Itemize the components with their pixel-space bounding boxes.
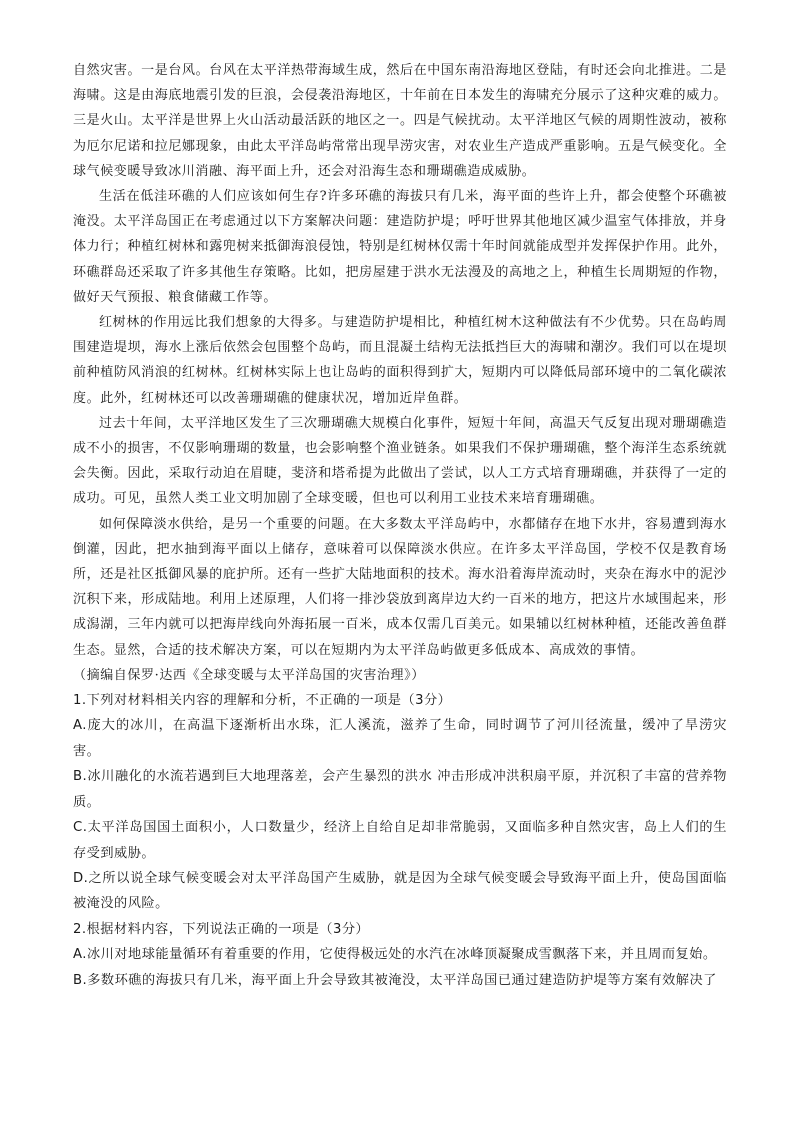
question-2-option-a: A.冰川对地球能量循环有着重要的作用，它使得极远处的水汽在冰峰顶凝聚成雪飘落下来，并且周而复始。 bbox=[73, 947, 717, 963]
passage-paragraph-3: 红树林的作用远比我们想象的大得多。与建造防护堤相比，种植红树木这种做法有不少优势。只在岛屿周围建造堤坝，海水上涨后依然会包围整个岛屿，而且混凝土结构无法抵挡巨大的海啸和潮汐。我们可以在堤坝前种植防风消浪的红树林。红树林实际上也让岛屿的面积得到扩大，短期内可以降低局部环境中的二氧化碳浓度。此外，红树林还可以改善珊瑚礁的健康状况，增加近岸鱼群。 bbox=[73, 315, 727, 406]
passage-paragraph-5: 如何保障淡水供给，是另一个重要的问题。在大多数太平洋岛屿中，水都储存在地下水井，容易遭到海水倒灌，因此，把水抽到海平面以上储存，意味着可以保障淡水供应。在许多太平洋岛国，学校不仅是教育场所，还是社区抵御风暴的庇护所。还有一些扩大陆地面积的技术。海水沿着海岸流动时，夹杂在海水中的泥沙沉积下来，形成陆地。利用上述原理，人们将一排沙袋放到离岸边大约一百米的地方，把这片水域围起来，形成潟湖，三年内就可以把海岸线向外海拓展一百米，成本仅需几百美元。如果辅以红树林种植，还能改善鱼群生态。显然，合适的技术解决方案，可以在短期内为太平洋岛屿做更多低成本、高成效的事情。 bbox=[73, 516, 727, 658]
reading-passage bbox=[73, 58, 727, 688]
question-1-option-a: A.庞大的冰川，在高温下逐渐析出水珠，汇人溪流，滋养了生命，同时调节了河川径流量，缓冲了旱涝灾害。 bbox=[73, 718, 727, 759]
document-page bbox=[73, 58, 727, 993]
question-1-option-d: D.之所以说全球气候变暖会对太平洋岛国产生威胁，就是因为全球气候变暖会导致海平面上升，使岛国面临被淹没的风险。 bbox=[73, 870, 727, 912]
passage-paragraph-1: 自然灾害。一是台风。台风在太平洋热带海域生成，然后在中国东南沿海地区登陆，有时还会向北推进。二是海啸。这是由海底地震引发的巨浪，会侵袭沿海地区，十年前在日本发生的海啸充分展示了这种灾难的威力。三是火山。太平洋是世界上火山活动最活跃的地区之一。四是气候扰动。太平洋地区气候的周期性波动，被称为厄尔尼诺和拉尼娜现象，由此太平洋岛屿常常出现旱涝灾害，对农业生产造成严重影响。五是气候变化。全球气候变暖导致冰川消融、海平面上升，还会对沿海生态和珊瑚礁造成威胁。 bbox=[73, 63, 727, 179]
question-1-option-b: B.冰川融化的水流若遇到巨大地理落差，会产生暴烈的洪水 冲击形成冲洪积扇平原，并沉积了丰富的营养物质。 bbox=[73, 769, 727, 810]
question-1-stem: 1.下列对材料相关内容的理解和分析，不正确的一项是（3分） bbox=[73, 693, 452, 709]
question-1-option-c: C.太平洋岛国国土面积小，人口数量少，经济上自给自足却非常脆弱，又面临多种自然灾害，岛上人们的生存受到威胁。 bbox=[73, 820, 727, 861]
passage-source-citation: （摘编自保罗·达西《全球变暖与太平洋岛国的灾害治理》） bbox=[73, 667, 425, 683]
passage-paragraph-2: 生活在低洼环礁的人们应该如何生存?许多环礁的海拔只有几米，海平面的些许上升，都会使整个环礁被淹没。太平洋岛国正在考虑通过以下方案解决问题：建造防护堤；呼吁世界其他地区减少温室气体排放，并身体力行；种植红树林和露兜树来抵御海浪侵蚀，特别是红树林仅需十年时间就能成型并发挥保护作用。此外，环礁群岛还采取了许多其他生存策略。比如，把房屋建于洪水无法漫及的高地之上，种植生长周期短的作物，做好天气预报、粮食储藏工作等。 bbox=[73, 189, 727, 305]
question-section bbox=[73, 688, 727, 993]
question-2-option-b: B.多数环礁的海拔只有几米，海平面上升会导致其被淹没，太平洋岛国已通过建造防护堤等方案有效解决了 bbox=[73, 972, 717, 988]
passage-paragraph-4: 过去十年间，太平洋地区发生了三次珊瑚礁大规模白化事件，短短十年间，高温天气反复出现对珊瑚礁造成不小的损害，不仅影响珊瑚的数量，也会影响整个渔业链条。如果我们不保护珊瑚礁，整个海洋生态系统就会失衡。因此，采取行动迫在眉睫，斐济和塔希提为此做出了尝试，以人工方式培育珊瑚礁，并获得了一定的成功。可见，虽然人类工业文明加剧了全球变暖，但也可以利用工业技术来培育珊瑚礁。 bbox=[73, 415, 727, 507]
question-2-stem: 2.根据材料内容，下列说法正确的一项是（3分） bbox=[73, 921, 370, 937]
